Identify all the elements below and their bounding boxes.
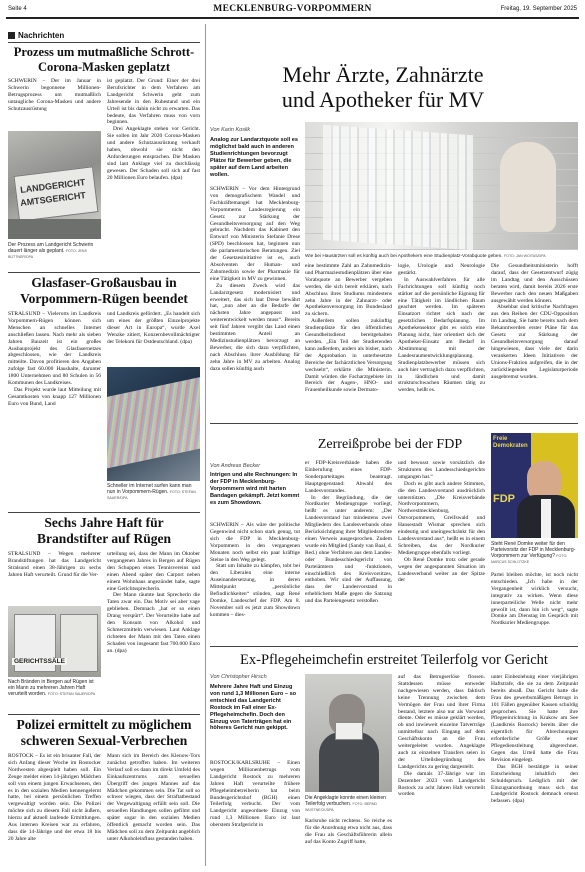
nachrichten-label: Nachrichten	[8, 31, 64, 40]
a5-byline: Von Karin Koslik	[210, 127, 251, 133]
a3-headline: Sechs Jahre Haft für Brandstifter auf Rügen	[36, 515, 171, 546]
a7-headline: Ex-Pflegeheimchefin erstreitet Teilerfolg vor Gericht	[240, 652, 548, 668]
a3-body-col1	[8, 551, 101, 605]
a4-headline: Polizei ermittelt zu möglichem schweren Sexual-Verbrechen	[16, 717, 192, 748]
a3-credit: FOTO: STEFAN SAUER/DPA	[47, 692, 96, 696]
column-separator	[205, 24, 206, 866]
a7-body-col2	[305, 818, 392, 866]
a7-body-col1	[210, 760, 300, 866]
a2-photo	[107, 367, 200, 481]
fdp-banner-freie: Freie	[493, 436, 508, 442]
a2-credit: FOTO: STEFAN SAUER/DPA	[107, 490, 196, 500]
a7-para: Karlsruhe nicht rechtens. So reiche es für die Anordnung etwa nicht aus, dass die Frau als Geschäftsführerin allein auf das Konto Zugriff hatte,	[305, 818, 392, 845]
a7-body-col3	[398, 674, 485, 866]
a5-caption-text: Wie bei Hausärzten soll es künftig auch bei Apothekern eine Studienplatz-Vorabquote geben.	[305, 254, 503, 259]
a7-para: Das BGH bestätigte in seiner Entscheidung inhaltlich den Schuldspruch. Lediglich mit der Einzugsanordnung muss sich das Landgericht Rostock demnach erneut befassen. (dpa)	[491, 763, 578, 805]
a6-para: SCHWERIN – Als wäre der politische Gegenwind nicht schon stark genug, tut sich die FDP in Mecklenburg-Vorpommern in den vergangenen Monaten noch selbst ein paar kräftige Steine in den Weg gelegt.	[210, 522, 300, 563]
a6-para: In der Begründung, die der Nordkurier Mediengruppe vorliegt, heißt es unter anderem: „Der Landesvorstand hat mindestens zwei Mitgliedern des Landesverbands ohne Berücksichtigung ihrer Mitgliedsrechte einen Verweis ausgesprochen. Zudem wurde ein Mitglied (Sandy van Baal, d. Red.) ohne Verfahren aus dem Landes- oder Bundesschiedsgericht von Parteiämtern und -funktionen, einschließlich des Kreisvorsitzes, enthoben. Wir sind der Auffassung, dass der Landesvorstand in erheblichem Maße gegen die Satzung und das Parteiengesetz verstoßen	[305, 494, 392, 605]
page-number: Seite 4	[8, 6, 27, 12]
a6-body-col4	[491, 572, 578, 640]
a6-headline: Zerreißprobe bei der FDP	[317, 437, 463, 452]
a6-lead: Intrigen und alte Rechnungen: In der FDP in Mecklenburg-Vorpommern wird mit harten Bandagen gekämpft. Jetzt kommt es zum Showdown.	[210, 472, 300, 506]
a6-body-col3	[398, 460, 485, 640]
a7-para: Die damals 37-Jährige war im Dezember 2023 vom Landgericht Rostock zu acht Jahren Haft verurteilt worden	[398, 770, 485, 798]
a5-para: Außerdem sollen zukünftig Studienplätze für den öffentlichen Gesundheitsdienst bereitgehalten werden. „Ein Teil der Studierenden kann außerdem, anders als bisher, nach der Approbation in unterbesetzte Bereiche der fachärztlichen Versorgung wechseln“, erklärte die Ministerin. Damit würden die Facharztgebiete im Bereich der Augen-, HNO- und Frauenheilkunde sowie Dermato-	[305, 318, 392, 394]
divider	[210, 646, 578, 647]
a7-para: auf das Betrugserlöse flossen. Stattdessen müsse entweder nachgewiesen werden, dass faktisch keine Trennung zwischen dem Vermögen der Frau und ihrer Firma bestand, letztere also nur als Vorwand diente. Oder es müsse geklärt werden, ob und inwieweit einzelne Tatverträge unmittelbar nach Eingang auf dem Geschäftskonto an die Frau weitergeleitet wurden. Angeklagte auch zu einzelnen Transfers seien in der Urteilsbegründung des Landgerichts zu gering dargestellt.	[398, 674, 485, 770]
a6-photo	[491, 433, 578, 538]
a2-para: und Landkreis gefördert. „Es handelt sich um eines der größten Einzelprojekte dieser Art in Europa“, wurde Axel Wenzke zitiert, Konzernbevollmächtigter der Telekom für Ostdeutschland. (dpa)	[107, 311, 200, 345]
a6-credit: FOTO: MARCUS SCHLOTZKE	[491, 554, 568, 564]
a7-lead: Mehrere Jahre Haft und Einzug von rund 1,3 Millionen Euro – so entschied das Landgericht Rostock im Fall einer Ex-Pflegeheimchefin. Doch den Einzug von Taterträgen hat ein höheres Gericht nun gekippt.	[210, 684, 297, 732]
a5-para: Zu diesem Zweck wird das Landarztgesetz modernisiert und erweitert, das sich laut Drese bewährt hat, „nun aber an die Bedarfe der nächsten Jahre angepasst und weiterentwickelt werden muss“. Bereits seit fünf Jahren vergibt das Land einen bestimmten Anteil an Medizinstudienplätzen bevorzugt an Bewerber, die sich dazu verpflichten, nach Abschluss ihrer Ausbildung für zehn Jahre in MV zu arbeiten. Analog dazu sollen künftig auch	[210, 282, 300, 372]
square-icon	[8, 32, 15, 39]
a2-caption	[107, 483, 200, 501]
a5-headline: Mehr Ärzte, Zahnärzte und Apotheker für MV	[281, 62, 485, 112]
a2-para: Das Projekt wurde laut Mitteilung mit Gesamtkosten von knapp 127 Millionen Euro von Bund, Land	[8, 386, 101, 407]
a4-body-col1	[8, 753, 101, 866]
masthead-rule	[6, 17, 579, 19]
a5-lead: Analog zur Landarztquote soll es möglichst bald auch in anderen Studienrichtungen bevorzugt Plätze für Bewerber geben, die später auf dem Land arbeiten wollen.	[210, 137, 298, 178]
a2-para: STRALSUND – Vielerorts im Landkreis Vorpommern-Rügen können sich Menschen an schnelles Internet anschließen lassen. Nach mehr als sieben Jahren Bauzeit ist ein großes Ausbauprojekt des Glasfasernetzes abgeschlossen, wie der Landkreis mitteilte. Davon profitieren den Angaben zufolge fast 60.000 Haushalte, darunter 1800 Unternehmen und 80 Schulen in 56 Kommunen des Landkreises.	[8, 311, 101, 387]
a7-photo	[305, 674, 392, 792]
a6-caption-text: Steht René Domke weiter für den Parteivorsitz der FDP in Mecklenburg-Vorpommern zur Verfügung?	[491, 541, 576, 559]
a4-para: Mann sich im Bereich des Klenow-Tors zunächst getroffen haben. Im weiteren Verlauf soll es dann im direkt Umfeld des Einkaufszentrums zum sexuellen Übergriff des jungen Mannes auf das Mädchen gekommen sein. Die Tat soll so schwer wiegen, dass der Straftatbestand der Vergewaltigung erfüllt sein soll. Die sexuellen Handlungen sollen gefilmt und später sogar in den sozialen Medien öffentlich gemacht worden sein. Das Mädchen soll zu dem Zeitpunkt angeblich unter Alkoholeinfluss gestanden haben.	[107, 753, 200, 842]
a1-para: ist geplatzt. Der Grund: Einer der drei Berufsrichter in dem Verfahren am Landgericht Schwerin geht zum Jahresende in den Ruhestand und ein Urteil ist bis dahin nicht zu erwarten. Das bedeute, das Verfahren muss von vorn beginnen.	[107, 78, 200, 126]
a3-para: STRALSUND – Wegen mehrerer Brandstiftungen hat das Landgericht Stralsund einen 38-Jährigen zu sechs Jahren Haft verurteilt. Grund für die Ver-	[8, 551, 101, 578]
a7-para: unter Einbeziehung einer vierjährigen Haftstrafe, die sie zu dem Zeitpunkt bereits absaß. Das Gericht hatte die Frau des gewerbsmäßigen Betrugs in 101 Fällen gegenüber Kassen schuldig gesprochen. Sie hatte ihre Pflegeeinrichtung in Krakow am See (Landkreis Rostock) bereits über die eigentlich für Abrechnungen erforderliche Größe einer Pflegedienstleitung abgerechnet. Gegen das Urteil hatte die Frau Revision eingelegt.	[491, 674, 578, 763]
a7-caption	[305, 795, 392, 813]
a6-caption	[491, 541, 578, 565]
a6-para: Statt um Inhalte zu kämpfen, tobt bei den Liberalen eine interne Auseinandersetzung, in deren Mittelpunkt „persönliche Befindlichkeiten“ stünden, sagt René Domke, Landeschef der FDP. Am 8. November soll es jetzt zum Showdown kommen – dies-	[210, 563, 300, 618]
a5-body-col3	[398, 263, 485, 418]
divider	[8, 714, 200, 715]
nachrichten-rule	[8, 42, 200, 43]
a3-body-col2	[107, 551, 200, 711]
a6-body-col2	[305, 460, 392, 640]
a3-photo	[8, 606, 101, 677]
a4-para: ROSTOCK – Es ist ein brisanter Fall, der sich Anfang dieser Woche im Rostocker Nordwesten abgespielt haben soll. Ein Zeuge meldet einen 14-jährigen Mädchen soll von einem jungen Erwachsenen, den es in den sozialen Medien kennengelernt hatte, bei einem persönlichen Treffen vergewaltigt worden sein. Die Polizei möchte sich zu diesem Fall nicht äußern, hierzu auf aktuell laufende Ermittlungen. Aus internen Kreisen war zu erfahren, dass die 14-Jährige und der etwa 18 bis 20 Jahre alte	[8, 753, 101, 842]
a1-para: Drei Angeklagte stehen vor Gericht. Sie sollen im Jahr 2020 Corona-Masken und andere Schutzausrüstung verkauft haben, obwohl sie nicht den Anforderungen entsprachen. Die Masken sind laut Anklage viel zu durchlässig gewesen. Der Schaden soll sich auf fast 20 Millionen Euro belaufen. (dpa)	[107, 126, 200, 181]
a5-credit: FOTO: JAN WOITAS/DPA	[503, 254, 546, 258]
a5-para: eine bestimmte Zahl an Zahnmedizin- und Pharmaziestudienplätzen über eine Vorabquote an Bewerber vergeben werden, die sich bereit erklären, nach Abschluss ihres Studiums mindestens zehn Jahre in der Zahnarzt- oder Apothekenversorgung im Bundesland zu sichern.	[305, 263, 392, 318]
a3-caption	[8, 679, 101, 697]
a7-caption-text: Die Angeklagte konnte einen kleinen Teilerfolg verbuchen.	[305, 795, 386, 807]
a2-body-col1	[8, 311, 101, 507]
a7-para: ROSTOCK/KARLSRUHE – Einen wegen Millionenbetrugs vom Landgericht Rostock zu mehreren Jahren Haft verurteilte frühere Pflegeheimbetreiberin hat beim Bundesgerichtshof (BGH) einen Teilerfolg verbucht. Der vom Landgericht angeordnete Einzug von rund 1,3 Millionen Euro ist laut oberstem Strafgericht in	[210, 760, 300, 829]
a1-caption-text: Der Prozess am Landgericht Schwerin dauert länger als geplant.	[8, 242, 94, 254]
a3-para: urteilung sei, dass der Mann im Oktober vergangenen Jahres in Bergen auf Rügen den Schuppen eines Tennisvereins und einen Abend später den Carport neben einem Wohnhaus angezündet habe, sagte eine Gerichtssprecherin.	[107, 551, 200, 592]
divider	[8, 272, 200, 273]
a6-para: Doch es gibt auch andere Stimmen, die den Landesvorstand ausdrücklich unterstützen. „Die Kreisverbände Nordvorpommern, Nordwestmecklenburg, Ostvorpommern, Greifswald und Hansestadt Wismar sprechen sich eindeutig und uneingeschränkt für den Landesvorstand aus“, heißt es in einem Schreiben, das der Nordkurier Mediengruppe ebenfalls vorliegt.	[398, 480, 485, 556]
a5-photo	[305, 122, 578, 250]
a7-body-col4	[491, 674, 578, 866]
a5-para: SCHWERIN – Vor dem Hintergrund von demografischem Wandel und Fachkräftemangel hat Mecklenburg-Vorpommerns Landesregierung ein Gesetz zur Stärkung der Gesundheitsversorgung auf den Weg gebracht. Nachdem das Kabinett den Entwurf von Ministerin Stefanie Drese (SPD) beschlossen hat, beginnen nun die parlamentarischen Beratungen. Ziel der Gesetzesinitiative ist es, auch Absolventen der Human- und Zahnmedizin sowie der Pharmazie für eine Tätigkeit in MV zu gewinnen.	[210, 186, 300, 282]
a3-caption-text: Nach Bränden in Bergen auf Rügen ist ein Mann zu mehreren Jahren Haft verurteilt worden.	[8, 679, 94, 697]
a6-para: er FDP-Kreisverbände haben die Einberufung eines FDP-Sonderparteitages beantragt. Hauptgegenstand: Abwahl des Landesvorstandes.	[305, 460, 392, 494]
sign-landgericht: LANDGERICHT	[19, 177, 86, 195]
a1-credit: FOTO: JENS BÜTTNER/DPA	[8, 249, 87, 259]
a5-body-col4	[491, 263, 578, 418]
divider	[8, 512, 200, 513]
a6-para: und bewusst sowie vorsätzlich die Strukturen des Landesschiedsgerichts umgangen hat.“	[398, 460, 485, 480]
a2-headline: Glasfaser-Großausbau in Vorpommern-Rügen beendet	[20, 275, 188, 306]
issue-date: Freitag, 19. September 2025	[500, 6, 577, 12]
a5-body-col2	[305, 263, 392, 418]
sign-amtsgericht: AMTSGERICHT	[19, 190, 87, 208]
a6-byline: Von Andreas Becker	[210, 463, 261, 469]
a7-byline: Von Christopher Hirsch	[210, 674, 267, 680]
a5-para: Die Gesundheitsministerin hofft darauf, dass der Gesetzentwurf zügig im Landtag und den Ausschüssen beraten wird, damit bereits 2026 erste Bewerber nach den neuen Maßgaben ausgewählt werden können.	[491, 263, 578, 304]
a5-para: logie, Urologie und Neurologie gestärkt.	[398, 263, 485, 276]
a2-body-col2	[107, 311, 200, 365]
a1-body-col1	[8, 78, 101, 130]
a7-credit: FOTO: BERND WÜSTNECK/DPA	[305, 802, 378, 812]
a1-headline: Prozess um mutmaßliche Schrott-Corona-Masken geplatzt	[13, 45, 195, 74]
a1-caption	[8, 242, 101, 260]
fdp-banner-fdp: FDP	[493, 493, 515, 505]
sign-gerichtssaele: GERICHTSSÄLE	[14, 658, 65, 665]
a6-para: Partei bleiben möchte, ist noch nicht entschieden. „Ich habe in der Vergangenheit wirklich versucht, integrativ zu wirken. Wenn diese innerparteiliche Welle nicht mehr gewollt ist, dann bin ich weg“, sagte Domke am Dienstag im Gespräch mit Nordkurier Mediengruppe.	[491, 572, 578, 627]
a1-para: SCHWERIN – Der im Januar in Schwerin begonnene Millionen-Betrugsprozess um mutmaßlich untaugliche Corona-Masken und andere Schutzausrüstung	[8, 78, 101, 112]
a6-para: Ob René Domke trotz oder gerade wegen der angespannten Situation im Landesverband weiter an der Spitze der	[398, 556, 485, 584]
divider	[210, 423, 578, 424]
a5-para: In Auswahlverfahren für alle Fachrichtungen soll künftig noch stärker auf die persönliche Eignung für eine Tätigkeit im ländlichen Raum geachtet werden. Im späteren Einsatzort richtet sich nach der gesetzlichen Bedarfsplanung. Im Apothekensektor gibt es solch eine Planung nicht, hier orientiert sich der Apotheker-Einsatz am Bedarf in Abstimmung mit der Landesraumentwicklungsplanung. Studienplatzbewerber müssen sich auch hier vertraglich dazu verpflichten, in ländlichen und damit strukturschwachen Räumen tätig zu werden, heißt es.	[398, 276, 485, 394]
fdp-banner-demokraten: Demokraten	[493, 443, 528, 449]
a1-photo	[8, 131, 101, 239]
a3-para: Der Mann räumte laut Sprecherin die Taten zwar ein. Das Motiv sei aber vage geblieben. Demnach „hat er so einen Drang verspürt“. Der Verurteilte habe auf den Konsum von Alkohol und Schmerzmitteln verwiesen. Laut Anklage richteten der Mann mit den Taten einen Schaden von insgesamt fast 700.000 Euro an. (dpa)	[107, 592, 200, 654]
section-title: MECKLENBURG-VORPOMMERN	[213, 4, 372, 14]
a6-body-col1	[210, 522, 300, 642]
a2-caption-text: Schneller im Internet surfen kann man nun in Vorpommern-Rügen.	[107, 483, 192, 495]
a5-para: Absehbar sind kritische Nachfragen aus den Reihen der CDU-Opposition im Landtag. Sie hatte bereits nach dem Bekanntwerden erster Pläne für das Gesetz zur Stärkung der Gesundheitsversorgung darauf hingewiesen, dass viele der darin verankerten Ideen Initiativen der Unions-Fraktion aufgreifen, die in der zurückliegenden Legislaturperiode ausgebremst wurden.	[491, 304, 578, 380]
a4-body-col2	[107, 753, 200, 866]
a5-caption	[305, 253, 578, 260]
a1-body-col2	[107, 78, 200, 268]
